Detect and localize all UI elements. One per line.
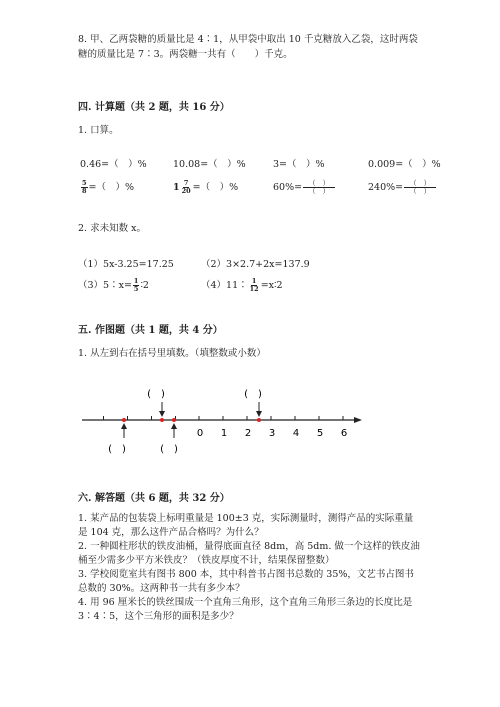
up-arrow-icon — [121, 423, 127, 429]
problem-3-line-2: 总数的 30%。这两种书一共有多少本？ — [78, 583, 245, 594]
tick-label: 2 — [244, 428, 252, 439]
fraction: $\frac{( )}{( )}$ — [303, 180, 335, 195]
section-5-title: 五. 作图题（共 1 题，共 4 分） — [78, 325, 223, 336]
equation-1: （1）5x-3.25=17.25 — [78, 259, 174, 270]
answer-blank: ( ) — [160, 444, 178, 455]
solve-x-label: 2. 求未知数 x。 — [78, 223, 146, 234]
section-4-title: 四. 计算题（共 2 题，共 16 分） — [78, 102, 230, 113]
tick-label: 4 — [292, 428, 300, 439]
calc-r1-1: 0.46=（ ）% — [80, 159, 147, 170]
problem-2-line-2: 桶至少需多少平方米铁皮？（铁皮厚度不计，结果保留整数） — [78, 555, 335, 566]
calc-r2-2: 1 $\frac{7}{20}$ =（ ）% — [173, 179, 239, 195]
calc-r1-4: 0.009=（ ）% — [368, 159, 441, 170]
tick-label: 5 — [316, 428, 324, 439]
q8-line-2: 糖的质量比是 7∶3。两袋糖一共有（ ）千克。 — [78, 49, 293, 60]
down-arrow-icon — [159, 411, 165, 417]
fraction: $\frac{5}{8}$ — [82, 179, 87, 195]
tick-label: 0 — [196, 428, 204, 439]
point-marker — [257, 418, 261, 422]
fraction: $\frac{1}{5}$ — [133, 277, 139, 293]
number-line-instruction: 1. 从左到右在括号里填数。（填整数或小数） — [78, 348, 266, 359]
calc-r2-4: 240%= $\frac{( )}{( )}$ — [368, 180, 437, 195]
tick-label: 1 — [220, 428, 228, 439]
mental-calc-label: 1. 口算。 — [78, 125, 119, 136]
point-marker — [160, 418, 164, 422]
calc-r1-3: 3=（ ）% — [273, 159, 325, 170]
equation-2: （2）3×2.7+2x=137.9 — [201, 259, 310, 270]
section-6-title: 六. 解答题（共 6 题，共 32 分） — [78, 493, 230, 504]
tick-label: 3 — [268, 428, 276, 439]
down-arrow-icon — [256, 411, 262, 417]
problem-1-line-2: 是 104 克，那么这件产品合格吗？为什么？ — [78, 527, 264, 538]
arrow-head-icon — [354, 417, 362, 423]
calc-r2-3: 60%= $\frac{( )}{( )}$ — [273, 180, 336, 195]
problem-1-line-1: 1. 某产品的包装袋上标明重量是 100±3 克，实际测量时，测得产品的实际重量 — [78, 513, 414, 524]
point-marker — [122, 418, 126, 422]
problem-2-line-1: 2. 一种圆柱形状的铁皮油桶，量得底面直径 8dm，高 5dm. 做一个这样的铁皮油 — [78, 541, 420, 552]
up-arrow-icon — [171, 423, 177, 429]
answer-blank: ( ) — [244, 389, 262, 400]
answer-blank: ( ) — [108, 444, 126, 455]
equation-4: （4）11∶ $\frac{1}{12}$ =x∶2 — [201, 277, 283, 293]
calc-r2-1: $\frac{5}{8}$ =（ ）% — [82, 179, 135, 195]
fraction: $\frac{1}{12}$ — [249, 277, 259, 293]
equation-3: （3）5∶x= $\frac{1}{5}$ ∶2 — [78, 277, 149, 293]
problem-4-line-1: 4. 用 96 厘米长的铁丝围成一个直角三角形，这个直角三角形三条边的长度比是 — [78, 597, 413, 608]
fraction: $\frac{7}{20}$ — [181, 179, 191, 195]
calc-r1-2: 10.08=（ ）% — [173, 159, 246, 170]
answer-blank: ( ) — [147, 389, 165, 400]
q8-line-1: 8. 甲、乙两袋糖的质量比是 4∶1，从甲袋中取出 10 千克糖放入乙袋，这时两袋 — [78, 34, 418, 45]
problem-4-line-2: 3∶4∶5，这个三角形的面积是多少？ — [78, 611, 239, 622]
problem-3-line-1: 3. 学校阅览室共有图书 800 本，其中科普书占图书总数的 35%，文艺书占图书 — [78, 569, 414, 580]
number-line-diagram — [0, 380, 500, 460]
fraction: $\frac{( )}{( )}$ — [404, 180, 436, 195]
tick-label: 6 — [340, 428, 348, 439]
point-marker — [172, 418, 176, 422]
